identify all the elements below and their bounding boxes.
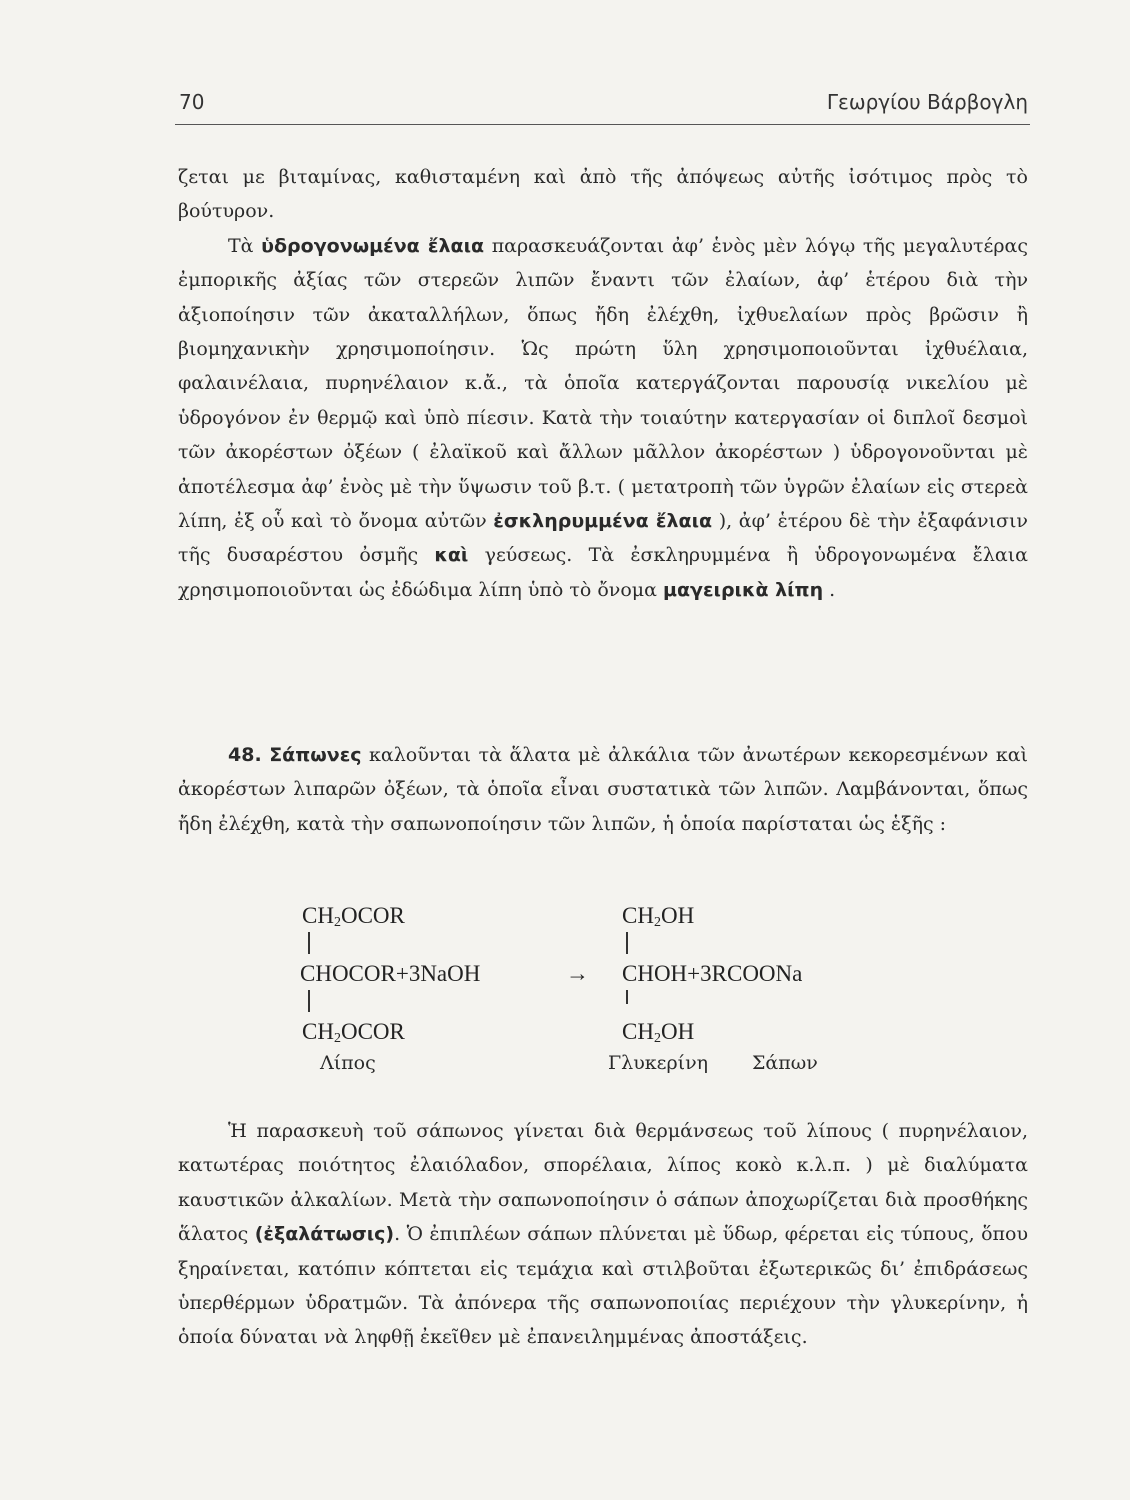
bold-term: καὶ xyxy=(434,544,469,567)
section-term: Σάπωνες xyxy=(269,744,362,766)
reaction-arrow: → xyxy=(566,961,589,986)
paragraph-soap-preparation xyxy=(178,1114,1028,1355)
formula-left-bottom: $CH_2OCOR$ xyxy=(302,1019,405,1046)
label-glycerin: Γλυκερίνη xyxy=(608,1052,709,1074)
formula-left-mid: CHOCOR+3NaOH xyxy=(300,961,481,986)
paragraph-body xyxy=(178,738,1028,841)
text-span: παρασκευάζονται ἀφ’ ἑνὸς μὲν λόγῳ τῆς μεγαλυτέρας ἐμπορικῆς ἀξίας τῶν στερεῶν λιπῶν ἔναντι τῶν ἐλαίων, ἀφ’ ἑτέρου διὰ τὴν ἀξιοποίησιν τῶν ἀκαταλλήλων, ὅπως ἤδη ἐλέχθη, ἰχθυελαίων πρὸς βρῶσιν ἢ βιομηχανικὴν χρησιμοποίησιν. Ὡς πρώτη ὕλη χρησιμοποιοῦνται ἰχθυέλαια, φαλαινέλαια, πυρηνέλαιον κ.ἄ., τὰ ὁποῖα κατεργάζονται παρουσίᾳ νικελίου μὲ ὑδρογόνον ἐν θερμῷ καὶ ὑπὸ πίεσιν. Κατὰ τὴν τοιαύτην κατεργασίαν οἱ διπλοῖ δεσμοὶ τῶν ἀκορέστων ὀξέων ( ἐλαϊκοῦ καὶ ἄλλων μᾶλλον ἀκορέστων ) ὑδρογονοῦνται μὲ ἀποτέλεσμα ἀφ’ ἑνὸς μὲ τὴν ὕψωσιν τοῦ β.τ. ( μετατροπὴ τῶν ὑγρῶν ἐλαίων εἰς στερεὰ λίπη, ἐξ οὗ καὶ τὸ ὄνομα αὐτῶν xyxy=(178,234,1029,533)
text-span: Τὰ xyxy=(228,234,262,257)
label-fat: Λίπος xyxy=(320,1052,376,1074)
text-span: . Ὁ ἐπιπλέων σάπων πλύνεται μὲ ὕδωρ, φέρεται εἰς τύπους, ὅπου ξηραίνεται, κατόπιν κόπτεται εἰς τεμάχια καὶ στιλβοῦται ἐξωτερικῶς δι’ ἐπιδράσεως ὑπερθέρμων ὑδρατμῶν. Τὰ ἀπόνερα τῆς σαπωνοποιίας περιέχουν τὴν γλυκερίνην, ἡ ὁποία δύναται νὰ ληφθῇ ἐκεῖθεν μὲ ἐπανειλημμένας ἀποστάξεις. xyxy=(178,1223,1028,1349)
bond-line xyxy=(308,990,310,1012)
formula-right-top: $CH_2OH$ xyxy=(622,903,695,930)
text-span: γεύσεως. Τὰ ἐσκληρυμμένα ἢ ὑδρογονωμένα ἔλαια χρησιμοποιοῦνται ὡς ἐδώδιμα λίπη ὑπὸ τὸ ὄνομα xyxy=(178,544,1028,601)
running-head: Γεωργίου Βάρβογλη xyxy=(826,90,1028,114)
paragraph-body xyxy=(178,229,1028,607)
formula-left-top: $CH_2OCOR$ xyxy=(302,903,405,930)
page-header xyxy=(175,90,1030,125)
bold-term: μαγειρικὰ λίπη xyxy=(662,578,824,601)
bond-line xyxy=(626,932,628,954)
formula-right-mid: CHOH+3RCOONa xyxy=(622,961,803,986)
bold-term: (ἐξαλάτωσις) xyxy=(254,1223,395,1246)
formula-right-bottom: $CH_2OH$ xyxy=(622,1019,695,1046)
paragraph-continuation: ζεται με βιταμίνας, καθισταμένη καὶ ἀπὸ τῆς ἀπόψεως αὐτῆς ἰσότιμος πρὸς τὸ βούτυρον. xyxy=(178,166,1028,223)
bond-line xyxy=(626,990,628,1004)
text-span: Ἡ παρασκευὴ τοῦ σάπωνος γίνεται διὰ θερμάνσεως τοῦ λίπους ( πυρηνέλαιον, κατωτέρας ποιότητος ἐλαιόλαδον, σπορέλαια, λίπος κοκὸ κ.λ.π. ) μὲ διαλύματα καυστικῶν ἀλκαλίων. Μετὰ τὴν σαπωνοποίησιν ὁ σάπων ἀποχωρίζεται διὰ προσθήκης ἅλατος xyxy=(178,1120,1028,1246)
bond-line xyxy=(308,932,310,954)
label-soap: Σάπων xyxy=(752,1052,818,1074)
text-span: καλοῦνται τὰ ἅλατα μὲ ἀλκάλια τῶν ἀνωτέρων κεκορεσμένων καὶ ἀκορέστων λιπαρῶν ὀξέων, τὰ ὁποῖα εἶναι συστατικὰ τῶν λιπῶν. Λαμβάνονται, ὅπως ἤδη ἐλέχθη, κατὰ τὴν σαπωνοποίησιν τῶν λιπῶν, ἡ ὁποία παρίσταται ὡς ἑξῆς : xyxy=(178,744,1028,835)
paragraph-hydrogenated-oils xyxy=(178,160,1028,607)
text-span: ), ἀφ’ ἑτέρου δὲ τὴν ἐξαφάνισιν τῆς δυσαρέστου ὀσμῆς xyxy=(178,510,1028,567)
text-span: . xyxy=(823,578,836,601)
bold-term: ἐσκληρυμμένα ἔλαια xyxy=(493,510,713,533)
paragraph-body xyxy=(178,1114,1028,1355)
page-number: 70 xyxy=(179,90,205,114)
section-number: 48. xyxy=(228,744,262,766)
paragraph-soaps xyxy=(178,738,1028,841)
bold-term: ὑδρογονωμένα ἔλαια xyxy=(261,234,485,257)
